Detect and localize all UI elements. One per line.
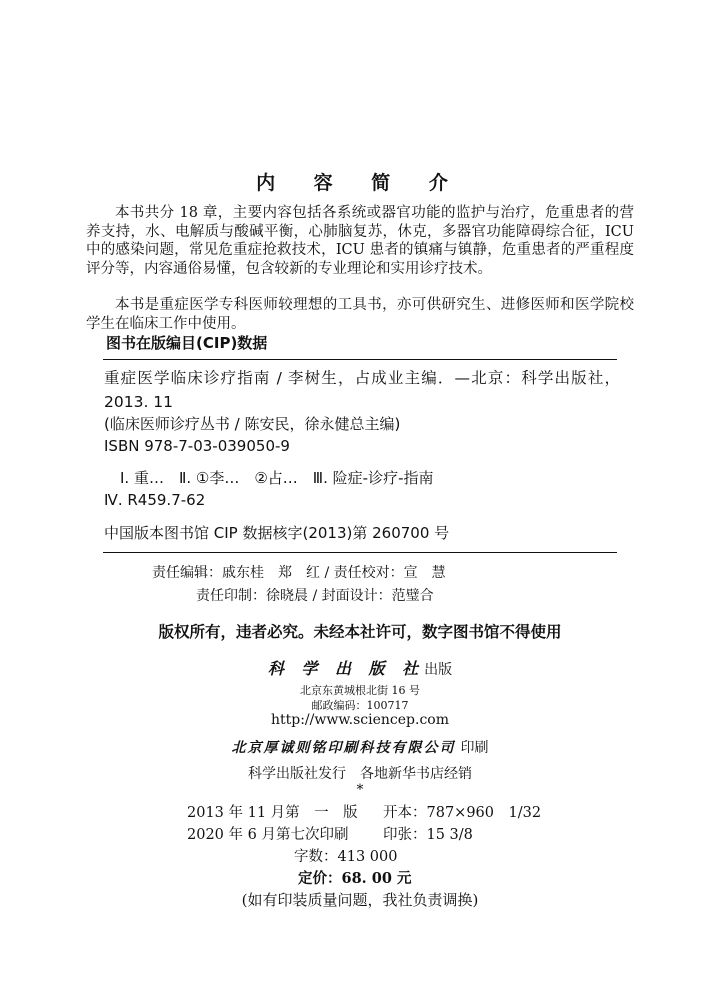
first-edition: 2013 年 11 月第 一 版 — [187, 805, 358, 821]
copyright-notice: 版权所有，违者必究。未经本社许可，数字图书馆不得使用 — [158, 623, 562, 641]
book-format: 开本：787×960 1/32 — [383, 805, 542, 821]
cip-record-number: 中国版本图书馆 CIP 数据核字(2013)第 260700 号 — [104, 524, 450, 542]
cip-bottom-rule — [103, 552, 617, 553]
cip-subjects: Ⅰ. 重… Ⅱ. ①李… ②占… Ⅲ. 险症-诊疗-指南 — [120, 469, 434, 487]
printer-name: 北京厚诚则铭印刷科技有限公司 — [231, 740, 456, 756]
reprint-info: 2020 年 6 月第七次印刷 — [187, 827, 349, 843]
cip-top-rule — [103, 359, 617, 360]
intro-paragraph-1: 本书共分 18 章，主要内容包括各系统或器官功能的监护与治疗，危重患者的营养支持，水、电解质与酸碱平衡，心肺脑复苏，休克，多器官功能障碍综合征，ICU 中的感染问题，常见危重症抢救技术，ICU 患者的镇痛与镇静，危重患者的严重程度评分等，内容通俗易懂，包含较新的专业理论和实用诊疗技术。 — [86, 205, 634, 277]
page-title: 内 容 简 介 — [256, 172, 464, 194]
publisher-name: 科 学 出 版 社 — [267, 659, 425, 678]
word-count: 字数：413 000 — [294, 849, 398, 865]
responsibility-line-2: 责任印制：徐晓晨 / 封面设计：范璧合 — [196, 588, 434, 604]
cip-series: (临床医师诊疗丛书 / 陈安民，徐永健总主编) — [104, 415, 401, 433]
publisher-url: http://www.sciencep.com — [270, 712, 449, 728]
separator-asterisk: * — [356, 782, 364, 798]
responsibility-line-1: 责任编辑：戚东桂 郑 红 / 责任校对：宣 慧 — [152, 565, 446, 581]
cip-classification: Ⅳ. R459.7-62 — [104, 491, 206, 509]
publisher-address: 北京东黄城根北街 16 号 — [300, 684, 420, 697]
distribution: 科学出版社发行 各地新华书店经销 — [248, 766, 472, 782]
printed-sheets: 印张：15 3/8 — [383, 827, 473, 843]
cip-main-entry: 重症医学临床诊疗指南 / 李树生，占成业主编．—北京：科学出版社，2013. 11 — [104, 369, 620, 411]
printer-suffix: 印刷 — [460, 740, 489, 756]
cip-isbn: ISBN 978-7-03-039050-9 — [104, 437, 290, 455]
price: 定价：68. 00 元 — [298, 870, 412, 887]
quality-note: (如有印装质量问题，我社负责调换) — [241, 891, 479, 909]
printer-line — [0, 737, 720, 757]
publisher-line — [0, 656, 720, 679]
cip-heading: 图书在版编目(CIP)数据 — [106, 334, 268, 352]
publisher-postcode: 邮政编码：100717 — [311, 699, 409, 712]
intro-paragraph-2: 本书是重症医学专科医师较理想的工具书，亦可供研究生、进修医师和医学院校学生在临床工作中使用。 — [86, 297, 634, 332]
publisher-suffix: 出版 — [424, 662, 453, 678]
